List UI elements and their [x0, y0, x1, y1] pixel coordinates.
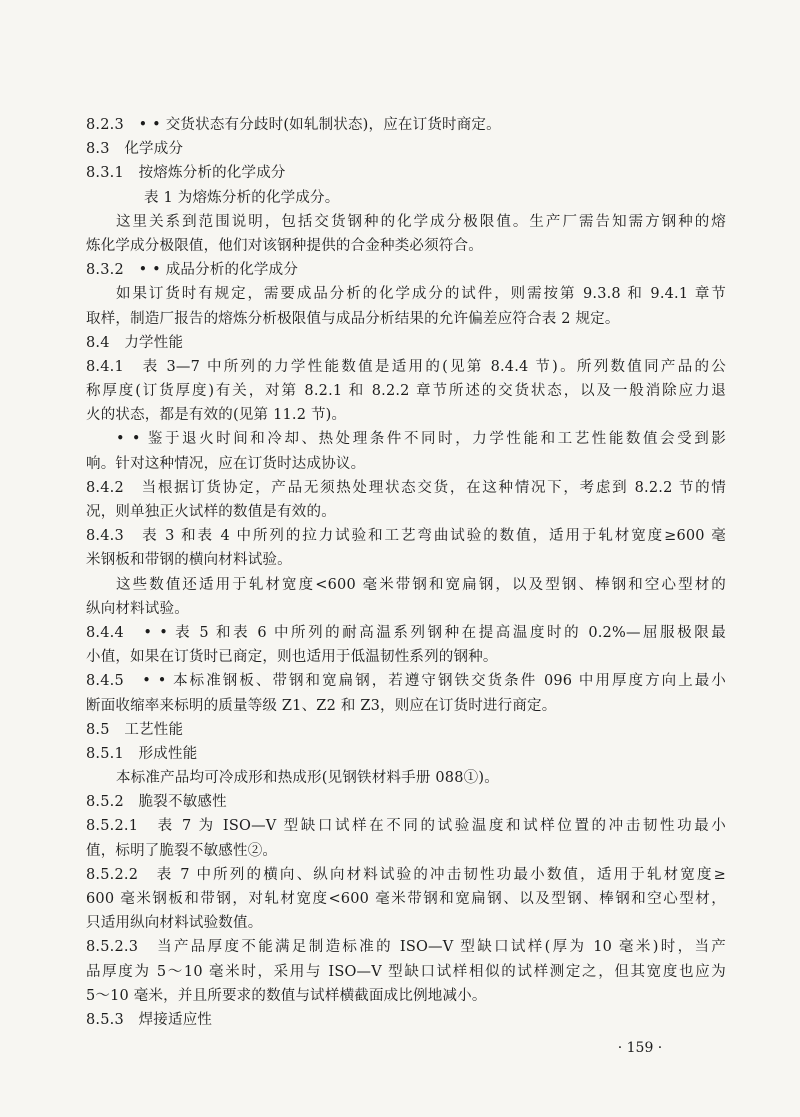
subsection-heading: 8.3.1 按熔炼分析的化学成分	[86, 165, 286, 182]
text-line: 本标准产品均可冷成形和热成形(见钢铁材料手册 088①)。	[116, 770, 499, 787]
text-line: 断面收缩率来标明的质量等级 Z1、Z2 和 Z3，则应在订货时进行商定。	[86, 697, 557, 714]
text-line: 8.5.2.2 表 7 中所列的横向、纵向材料试验的冲击韧性功最小数值，适用于轧材宽度≥	[86, 866, 726, 883]
text-line: 8.4.4 • • 表 5 和表 6 中所列的耐高温系列钢种在提高温度时的 0.2%—屈服极限最	[86, 624, 726, 641]
text-line: 纵向材料试验。	[86, 600, 189, 617]
text-line: 小值，如果在订货时已商定，则也适用于低温韧性系列的钢种。	[86, 649, 498, 666]
text-line: 8.4.2 当根据订货协定，产品无须热处理状态交货，在这种情况下，考虑到 8.2.2 节的情	[86, 479, 726, 496]
page-number: · 159 ·	[617, 1040, 663, 1056]
section-heading: 8.3 化学成分	[86, 141, 184, 158]
text-line: 况，则单独正火试样的数值是有效的。	[86, 504, 336, 520]
subsection-heading: 8.5.1 形成性能	[86, 745, 198, 762]
text-line: • • 鉴于退火时间和冷却、热处理条件不同时，力学性能和工艺性能数值会受到影	[116, 431, 726, 448]
section-heading: 8.4 力学性能	[86, 334, 184, 351]
text-line: 只适用纵向材料试验数值。	[86, 915, 263, 932]
text-line: 这些数值还适用于轧材宽度<600 毫米带钢和宽扁钢，以及型钢、棒钢和空心型材的	[116, 576, 726, 593]
text-line: 品厚度为 5～10 毫米时，采用与 ISO—V 型缺口试样相似的试样测定之，但其宽度也应为	[86, 963, 726, 980]
text-line: 表 1 为熔炼分析的化学成分。	[144, 189, 340, 206]
text-line: 值，标明了脆裂不敏感性②。	[86, 842, 278, 859]
text-line: 8.4.3 表 3 和表 4 中所列的拉力试验和工艺弯曲试验的数值，适用于轧材宽度≥600 毫	[86, 528, 726, 545]
subsection-heading: 8.5.3 焊接适应性	[86, 1011, 213, 1028]
text-line: 这里关系到范围说明，包括交货钢种的化学成分极限值。生产厂需告知需方钢种的熔	[116, 213, 726, 230]
subsection-heading: 8.5.2 脆裂不敏感性	[86, 794, 227, 811]
section-heading: 8.5 工艺性能	[86, 721, 184, 738]
text-line: 米钢板和带钢的横向材料试验。	[86, 552, 292, 569]
text-line: 称厚度(订货厚度)有关，对第 8.2.1 和 8.2.2 章节所述的交货状态，以及一般消除应力退	[86, 383, 726, 400]
text-line: 8.2.3 • • 交货状态有分歧时(如轧制状态)，应在订货时商定。	[86, 117, 501, 133]
text-line: 8.4.1 表 3—7 中所列的力学性能数值是适用的(见第 8.4.4 节)。所列数值同产品的公	[86, 358, 726, 375]
text-line: 火的状态，都是有效的(见第 11.2 节)。	[86, 407, 347, 424]
text-line: 炼化学成分极限值，他们对该钢种提供的合金种类必须符合。	[86, 237, 483, 254]
document-body	[86, 113, 726, 1032]
text-line: 取样，制造厂报告的熔炼分析极限值与成品分析结果的允许偏差应符合表 2 规定。	[86, 310, 620, 327]
text-line: 8.4.5 • • 本标准钢板、带钢和宽扁钢，若遵守钢铁交货条件 096 中用厚度方向上最小	[86, 673, 726, 690]
text-line: 8.5.2.1 表 7 为 ISO—V 型缺口试样在不同的试验温度和试样位置的冲击韧性功最小	[86, 818, 726, 835]
text-line: 8.5.2.3 当产品厚度不能满足制造标准的 ISO—V 型缺口试样(厚为 10 毫米)时，当产	[86, 939, 726, 956]
text-line: 5～10 毫米，并且所要求的数值与试样横截面成比例地减小。	[86, 987, 487, 1004]
text-line: 如果订货时有规定，需要成品分析的化学成分的试件，则需按第 9.3.8 和 9.4.1 章节	[116, 286, 726, 303]
text-line: 600 毫米钢板和带钢，对轧材宽度<600 毫米带钢和宽扁钢、以及型钢、棒钢和空心型材，	[86, 891, 726, 907]
text-line: 响。针对这种情况，应在订货时达成协议。	[86, 455, 366, 472]
subsection-heading: 8.3.2 • • 成品分析的化学成分	[86, 262, 299, 279]
